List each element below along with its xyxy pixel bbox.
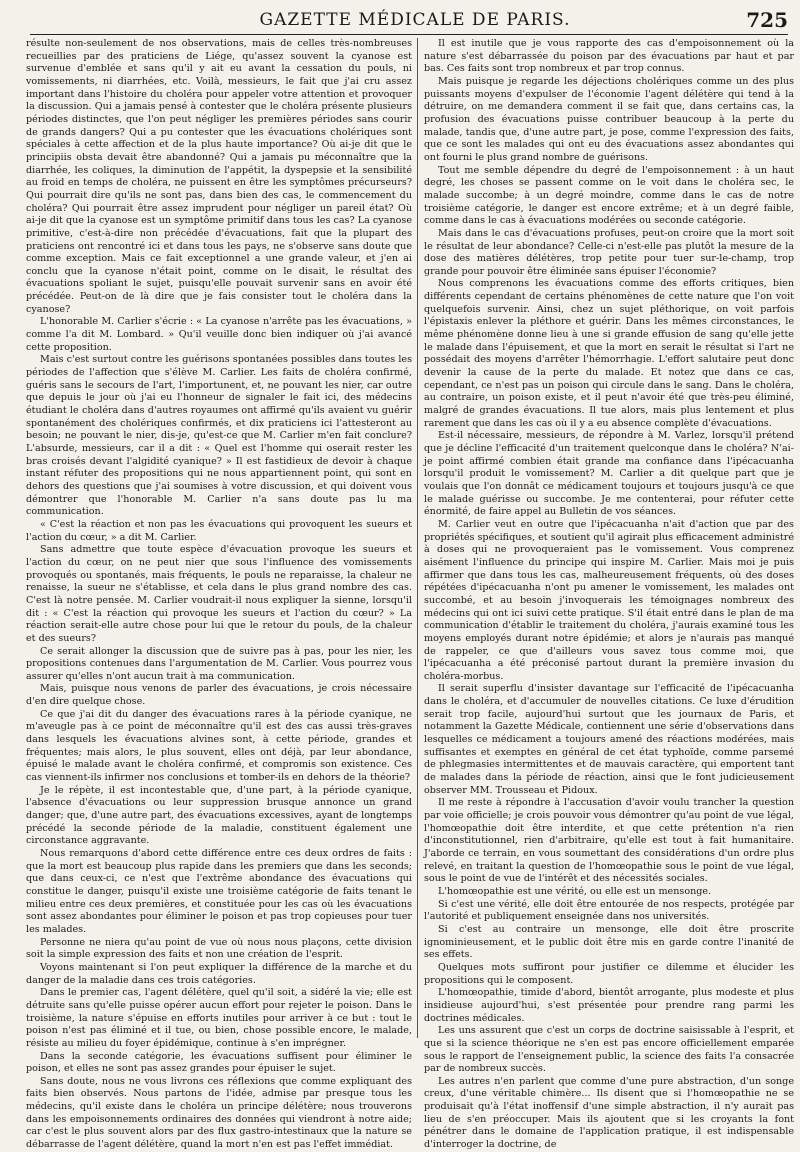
right-column — [424, 38, 794, 1151]
paragraph: Quelques mots suffiront pour justifier ce dilemme et élucider les propositions qui le composent. — [424, 961, 794, 986]
paragraph: L'homœopathie est une vérité, ou elle est un mensonge. — [438, 885, 712, 897]
paragraph: Sans doute, nous ne vous livrons ces réflexions que comme expliquant des faits bien observés. Nous partons de l'idée, admise par presque tous les médecins, qu'il existe dans le choléra un principe délétère; nous trouverons dans les empoisonnements ordinaires des données qui viendront à notre aide; car c'est le plus souvent alors par des flux gastro-intestinaux que la nature se débarrasse de l'agent délétère, quand la mort n'en est pas l'effet immédiat. — [26, 1075, 412, 1151]
paragraph: Il me reste à répondre à l'accusation d'avoir voulu trancher la question par voie officielle; je crois pouvoir vous démontrer qu'au point de vue légal, l'homœopathie doit être interdite, et que cette prétention n'a rien d'inconstitutionnel, rien d'arbitraire, qu'elle est tout à fait humanitaire. J'aborde ce terrain, en vous soumettant des considérations d'un ordre plus relevé, en traitant la question de l'homœopathie sous le point de vue légal, sous le point de vue de l'intérêt et des nécessités sociales. — [424, 797, 794, 885]
paragraph: Les uns assurent que c'est un corps de doctrine saisissable à l'esprit, et que si la science théorique ne s'en est pas encore officiellement emparée sous le rapport de l'enseignement public, la science des faits l'a consacrée par de nombreux succès. — [424, 1025, 794, 1075]
paragraph: Mais dans le cas d'évacuations profuses, peut-on croire que la mort soit le résultat de leur abondance? Celle-ci n'est-elle pas plutôt la mesure de la dose des matières délétères, trop petite pour tuer sur-le-champ, trop grande pour pouvoir être éliminée sans épuiser l'économie? — [424, 227, 794, 277]
paragraph: L'honorable M. Carlier s'écrie : « La cyanose n'arrête pas les évacuations, » comme l'a dit M. Lombard. » Qu'il veuille donc bien indiquer où j'ai avancé cette proposition. — [26, 316, 412, 353]
paragraph: Voyons maintenant si l'on peut expliquer la différence de la marche et du danger de la maladie dans ces trois catégories. — [26, 961, 412, 986]
paragraph: Mais c'est surtout contre les guérisons spontanées possibles dans toutes les périodes de l'affection que s'élève M. Carlier. Les faits de choléra confirmé, guéris sans le secours de l'art, l'importunent, et, ne pouvant les nier, car outre que depuis le jour où j'ai eu l'honneur de signaler le fait ici, des médecins étudiant le choléra dans d'autres royaumes ont affirmé qu'ils avaient vu guérir spontanément des cholériques confirmés, et dix praticiens ici l'attesteront au besoin; ne pouvant le nier, dis-je, qu'est-ce que M. Carlier m'en fait conclure? L'absurde, messieurs, car il a dit : « Quel est l'homme qui oserait rester les bras croisés devant l'algidité cyanique? » Il est fastidieux de devoir à chaque instant réfuter des propositions qui ne nous appartiennent point, qui sont en dehors des questions que j'ai soumises à votre discussion, et qui doivent vous démontrer que l'honorable M. Carlier n'a sans doute pas lu ma communication. — [26, 354, 412, 518]
paragraph: Est-il nécessaire, messieurs, de répondre à M. Varlez, lorsqu'il prétend que je décline l'efficacité d'un traitement quelconque dans le choléra? N'ai-je point affirmé combien était grande ma confiance dans l'ipécacuanha lorsqu'il produit le vomissement? M. Carlier a dit quelque part que je voulais que l'on donnât ce médicament toujours et toujours jusqu'à ce que le malade guérisse ou succombe. Je me contenterai, pour réfuter cette énormité, de faire appel au Bulletin de vos séances. — [424, 430, 794, 518]
paragraph: M. Carlier veut en outre que l'ipécacuanha n'ait d'action que par des propriétés spécifiques, et soutient qu'il agirait plus efficacement administré à doses qui ne provoqueraient pas le vomissement. Vous comprenez aisément l'influence du principe qui inspire M. Carlier. Mais moi je puis affirmer que dans tous les cas, malheureusement fréquents, où des doses répétées d'ipécacuanha n'ont pu amener le vomissement, les malades ont succombé, et au besoin j'invoquerais les témoignages nombreux des médecins qui ont ici suivi cette pratique. S'il était entré dans le plan de ma communication d'établir le traitement du choléra, j'aurais examiné tous les moyens employés durant notre épidémie; et alors je n'aurais pas manqué de rappeler, ce que d'ailleurs vous savez tous comme moi, que l'ipécacuanha a été préconisé partout durant la première invasion du choléra-morbus. — [424, 518, 794, 682]
paragraph: Tout me semble dépendre du degré de l'empoisonnement : à un haut degré, les choses se passent comme on le voit dans le choléra sec, le malade succombe; à un degré moindre, comme dans le cas de notre troisième catégorie, le danger est encore extrême; et à un degré faible, comme dans le cas à évacuations modérées ou seconde catégorie. — [424, 164, 794, 227]
left-column — [26, 38, 412, 1151]
paragraph: Il est inutile que je vous rapporte des cas d'empoisonnement où la nature s'est débarrassée du poison par des évacuations par haut et par bas. Ces faits sont trop nombreux et par trop connus. — [424, 38, 794, 75]
page-header — [30, 6, 800, 32]
paragraph: Ce que j'ai dit du danger des évacuations rares à la période cyanique, ne m'aveugle pas à ce point de méconnaître qu'il est des cas aussi très-graves dans lesquels les évacuations alvines sont, à cette période, grandes et fréquentes; mais alors, le plus souvent, elles ont déjà, par leur abondance, épuisé le malade avant le choléra confirmé, et compromis son existence. Ces cas viennent-ils infirmer nos conclusions et tomber-ils en dehors de la théorie? — [26, 708, 412, 784]
paragraph: Les autres n'en parlent que comme d'une pure abstraction, d'un songe creux, d'une véritable chimère... Ils disent que si l'homœopathie ne se produisait qu'à l'état inoffensif d'une simple abstraction, il n'y aurait pas lieu de s'en préoccuper. Mais ils ajoutent que si les croyants la font pénétrer dans le domaine de l'application pratique, il est indispensable d'interroger la doctrine, de — [424, 1075, 794, 1151]
paragraph: Je le répète, il est incontestable que, d'une part, à la période cyanique, l'absence d'évacuations ou leur suppression brusque annonce un grand danger; que, d'une autre part, des évacuations excessives, ayant de longtemps précédé la seconde période de la maladie, constituent également une circonstance aggravante. — [26, 784, 412, 847]
paragraph: Personne ne niera qu'au point de vue où nous nous plaçons, cette division soit la simple expression des faits et non une création de l'esprit. — [26, 936, 412, 961]
paragraph: Sans admettre que toute espèce d'évacuation provoque les sueurs et l'action du cœur, on ne peut nier que sous l'influence des vomissements provoqués ou spontanés, mais fréquents, le pouls ne reparaisse, la chaleur ne renaisse, la sueur ne s'établisse, et cela dans le plus grand nombre des cas. C'est là notre pensée. M. Carlier voudrait-il nous expliquer la sienne, lorsqu'il dit : « C'est la réaction qui provoque les sueurs et l'action du cœur? » La réaction serait-elle autre chose pour lui que le retour du pouls, de la chaleur et des sueurs? — [26, 544, 412, 644]
paragraph: Nous comprenons les évacuations comme des efforts critiques, bien différents cependant de certains phénomènes de cette nature que l'on voit quelquefois survenir. Ainsi, chez un sujet pléthorique, on voit parfois l'épistaxis enlever la pléthore et guérir. Dans les mêmes circonstances, le même phénomène donne lieu à une si grande effusion de sang qu'elle jette le malade dans l'épuisement, et que la mort en serait le résultat si l'art ne possédait des moyens d'arrêter l'hémorrhagie. L'effort salutaire peut donc devenir la cause de la perte du malade. Et notez que dans ce cas, cependant, ce n'est pas un poison qui circule dans le sang. Dans le choléra, au contraire, un poison existe, et il peut n'avoir été que très-peu éliminé, malgré de grandes évacuations. Il tue alors, mais plus lentement et plus rarement que dans les cas où il y a eu absence complète d'évacuations. — [424, 278, 794, 429]
paragraph: Il serait superflu d'insister davantage sur l'efficacité de l'ipécacuanha dans le choléra, et d'accumuler de nouvelles citations. Ce luxe d'érudition serait trop facile, aujourd'hui surtout que les journaux de Paris, et notamment la Gazette Médicale, contiennent une série d'observations dans lesquelles ce médicament a toujours amené des réactions modérées, mais suffisantes et exemptes en général de cet état typhoïde, comme parsemé de phlegmasies intermittentes et de mauvais caractère, qui emportent tant de malades dans la période de réaction, ainsi que le font judicieusement observer MM. Trousseau et Pidoux. — [424, 683, 794, 796]
paragraph: Nous remarquons d'abord cette différence entre ces deux ordres de faits : que la mort est beaucoup plus rapide dans les premiers que dans les seconds; que dans ceux-ci, ce n'est que l'extrême abondance des évacuations qui constitue le danger, puisqu'il existe une troisième catégorie de faits tenant le milieu entre ces deux premières, et constituée pour les cas où les évacuations sont assez abondantes pour éliminer le poison et pas trop copieuses pour tuer les malades. — [26, 848, 412, 935]
paragraph: Dans le premier cas, l'agent délétère, quel qu'il soit, a sidéré la vie; elle est détruite sans qu'elle puisse opérer aucun effort pour rejeter le poison. Dans le troisième, la nature s'épuise en efforts inutiles pour arriver à ce but : tout le poison n'est pas éliminé et il tue, ou bien, chose possible encore, le malade, résiste au milieu du foyer épidémique, continue à s'en imprégner. — [26, 987, 412, 1049]
paragraph: Si c'est au contraire un mensonge, elle doit être proscrite ignominieusement, et le public doit être mis en garde contre l'inanité de ses effets. — [424, 923, 794, 961]
paragraph: Ce serait allonger la discussion que de suivre pas à pas, pour les nier, les propositions contenues dans l'argumentation de M. Carlier. Vous pourrez vous assurer qu'elles n'ont aucun trait à ma communication. — [26, 645, 412, 682]
column-divider — [417, 38, 418, 1038]
paragraph: Mais, puisque nous venons de parler des évacuations, je crois nécessaire d'en dire quelque chose. — [26, 683, 412, 708]
page-number: 725 — [746, 8, 788, 32]
paragraph: Mais puisque je regarde les déjections cholériques comme un des plus puissants moyens d'expulser de l'économie l'agent délétère qui tend à la détruire, on me demandera comment il se fait que, dans certains cas, la profusion des évacuations puisse contribuer beaucoup à la perte du malade, tandis que, d'une autre part, je pose, comme l'expression des faits, que ce sont les malades qui ont eu des évacuations assez abondantes qui ont fourni le plus grand nombre de guérisons. — [424, 75, 794, 163]
paragraph: « C'est la réaction et non pas les évacuations qui provoquent les sueurs et l'action du cœur, » a dit M. Carlier. — [26, 518, 412, 543]
paragraph: L'homœopathie, timide d'abord, bientôt arrogante, plus modeste et plus insidieuse aujourd'hui, s'est présentée pour prendre rang parmi les doctrines médicales. — [424, 987, 794, 1024]
paragraph: Si c'est une vérité, elle doit être entourée de nos respects, protégée par l'autorité et publiquement enseignée dans nos universités. — [424, 898, 794, 923]
header-rule — [30, 34, 788, 35]
paragraph: résulte non-seulement de nos observations, mais de celles très-nombreuses recueillies par des praticiens de Liége, qu'assez souvent la cyanose est survenue d'emblée et sans qu'il y ait eu avant la cessation du pouls, ni vomissements, ni diarrhées, etc. Voilà, messieurs, le fait que j'ai cru assez important dans l'histoire du choléra pour appeler votre attention et provoquer la discussion. Qui a jamais pensé à contester que le choléra présente plusieurs périodes distinctes, que l'on peut négliger les premières périodes sans courir de grands dangers? Qui a pu contester que les évacuations cholériques sont spéciales à cette affection et de la plus haute importance? Où ai-je dit que le principiis obsta devait être abandonné? Qui a jamais pu méconnaître que la diarrhée, les coliques, la diminution de l'appétit, la dyspepsie et la sensibilité au froid en temps de choléra, ne puissent en être les symptômes précurseurs? Qui pourrait dire qu'ils ne sont pas, dans bien des cas, le commencement du choléra? Qui pourrait être assez imprudent pour négliger un pareil état? Où ai-je dit que la cyanose est un symptôme primitif dans tous les cas? La cyanose primitive, c'est-à-dire non précédée d'évacuations, fait que la plupart des praticiens ont rencontré ici et dans tous les pays, ne s'observe sans doute que comme exception. Mais ce fait exceptionnel a une grande valeur, et j'en ai conclu que la cyanose n'était point, comme on le disait, le résultat des évacuations spoliant le sujet, puisqu'elle pouvait survenir sans en avoir été précédée. Peut-on de là dire que je fais consister tout le choléra dans la cyanose? — [26, 38, 412, 315]
paragraph: Dans la seconde catégorie, les évacuations suffisent pour éliminer le poison, et elles ne sont pas assez grandes pour épuiser le sujet. — [26, 1050, 412, 1075]
journal-title: GAZETTE MÉDICALE DE PARIS. — [259, 10, 571, 30]
